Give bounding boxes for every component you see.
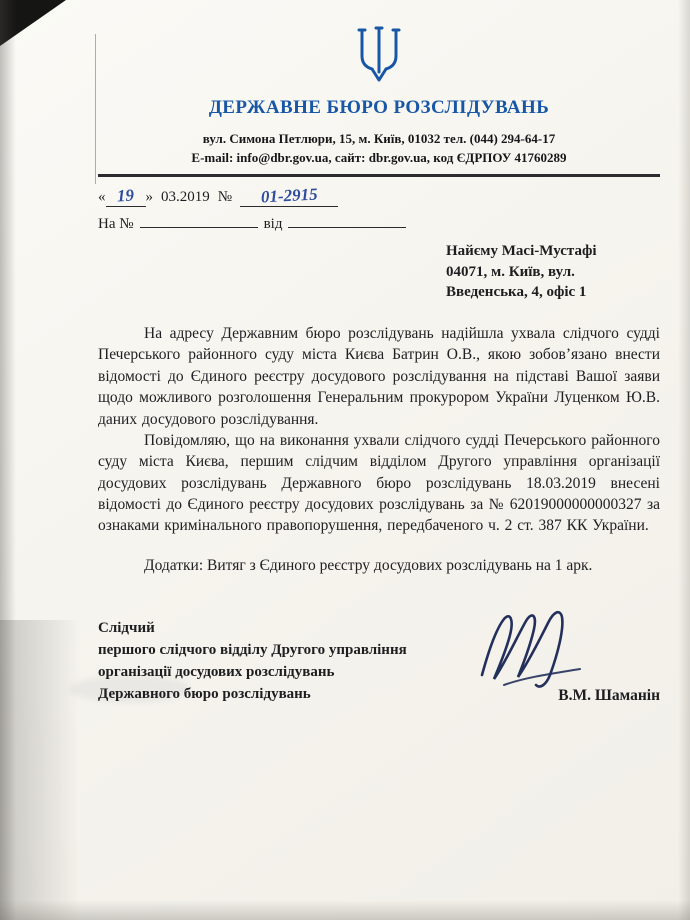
reply-prefix: На №: [98, 216, 134, 232]
reply-vid: від: [263, 216, 283, 232]
recipient-address-line2: Введенська, 4, офіс 1: [446, 284, 587, 301]
signer-position-line4: Державного бюро розслідувань: [98, 686, 311, 703]
photo-edge-shadow-bottom: [0, 900, 690, 920]
letter-content: [98, 24, 660, 713]
handwritten-signature: [474, 595, 594, 699]
body-paragraph-2: Повідомляю, що на виконання ухвали слідчого судді Печерського районного суду міста Києва, першим слідчим відділом Другого управління організації досудових розслідувань Державного бюро розслідувань 18.03.2019 внесені відомості до Єдиного реєстру досудових розслідувань за № 62019000000000327 за ознаками кримінального правопорушення, передбаченого ч. 2 ст. 387 КК України.: [98, 431, 660, 535]
letter-body: [98, 323, 660, 537]
date-line: [98, 186, 660, 207]
photo-edge-shadow-right: [678, 0, 690, 920]
recipient-name: Найєму Масі-Мустафі: [446, 243, 597, 259]
signer-position-line1: Слідчий: [98, 619, 155, 636]
letterhead: [98, 24, 660, 177]
date-month-year: 03.2019: [161, 189, 210, 205]
number-sign: №: [217, 189, 233, 205]
signature-area: [98, 617, 660, 713]
signer-position-line2: першого слідчого відділу Другого управління: [98, 642, 407, 658]
attachments-line: Додатки: Витяг з Єдиного реєстру досудових розслідувань на 1 арк.: [144, 556, 593, 574]
blank-line: [288, 214, 406, 228]
paper-crease-line: [95, 34, 96, 184]
handwritten-number: 01-2915: [260, 184, 318, 207]
letterhead-divider: [98, 174, 660, 177]
blank-line: [140, 214, 258, 228]
handwritten-number-slot: [240, 186, 338, 207]
org-contact: E-mail: info@dbr.gov.ua, сайт: dbr.gov.ua, код ЄДРПОУ 41760289: [191, 150, 567, 165]
open-quote: «: [98, 189, 106, 205]
org-address: вул. Симона Петлюри, 15, м. Київ, 01032 тел. (044) 294-64-17: [202, 131, 556, 146]
ukraine-trident-icon: [352, 24, 406, 84]
signer-name: В.М. Шаманін: [558, 686, 660, 704]
handwritten-day: 19: [116, 185, 135, 206]
body-paragraph-1: На адресу Державним бюро розслідувань надійшла ухвала слідчого судді Печерського районного суду міста Києва Батрин О.В., якою зобов’язано внести відомості до Єдиного реєстру досудового розслідування на підставі Вашої заяви щодо можливого розголошення Генеральним прокурором України Луценком Ю.В. даних досудового розслідування.: [98, 325, 660, 428]
signer-position-line3: організації досудових розслідувань: [98, 664, 335, 681]
close-quote: »: [145, 189, 153, 205]
photo-corner-shadow-bottom-left: [0, 620, 80, 920]
handwritten-day-slot: [106, 186, 146, 207]
reply-reference-line: [98, 214, 660, 233]
recipient-block: [446, 241, 660, 303]
org-name: ДЕРЖАВНЕ БЮРО РОЗСЛІДУВАНЬ: [208, 97, 550, 118]
recipient-address-line1: 04071, м. Київ, вул.: [446, 263, 575, 280]
